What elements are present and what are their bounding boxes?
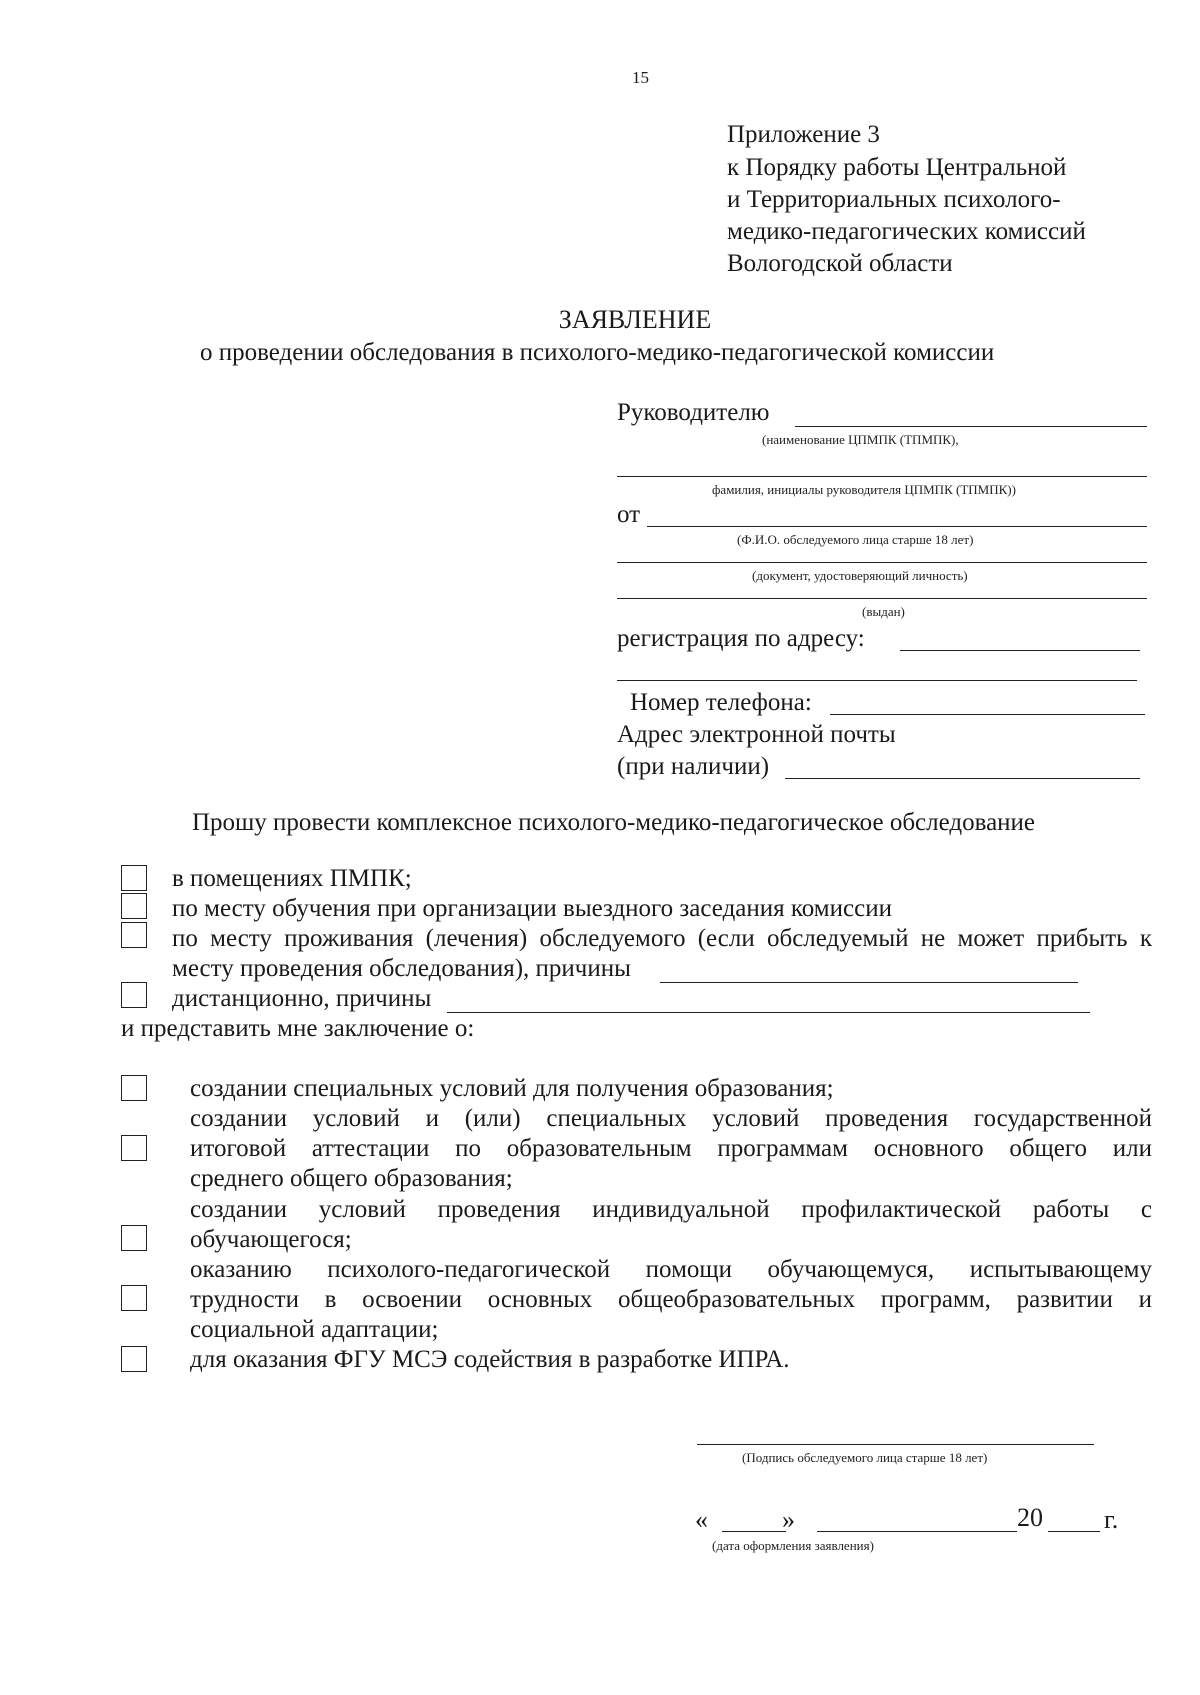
conclusion-option-label: создании условий проведения индивидуальной профилактической работы с bbox=[190, 1196, 1152, 1223]
to-field-line[interactable] bbox=[795, 426, 1147, 427]
location-option-label: дистанционно, причины bbox=[172, 985, 432, 1012]
conclusion-option-label: создании условий и (или) специальных условий проведения государственной bbox=[190, 1105, 1152, 1132]
signature-hint: (Подпись обследуемого лица старше 18 лет) bbox=[742, 1450, 988, 1465]
signature-field-line[interactable] bbox=[697, 1444, 1094, 1445]
conclusion-option-label: трудности в освоении основных общеобразовательных программ, развитии и bbox=[190, 1286, 1152, 1313]
to-hint: (наименование ЦПМПК (ТПМПК), bbox=[762, 432, 959, 447]
issued-field-line[interactable] bbox=[617, 598, 1147, 599]
doc-hint: (документ, удостоверяющий личность) bbox=[752, 568, 968, 583]
location-option-label: по месту обучения при организации выездного заседания комиссии bbox=[172, 895, 892, 922]
head-name-field-line[interactable] bbox=[617, 476, 1147, 477]
email-field-line[interactable] bbox=[785, 778, 1140, 779]
conclusion-option-label: для оказания ФГУ МСЭ содействия в разработке ИПРА. bbox=[190, 1346, 790, 1373]
registration-field-line-2[interactable] bbox=[617, 680, 1137, 681]
appendix-line: и Территориальных психолого- bbox=[727, 186, 1061, 213]
checkbox-conclusion-psych-help[interactable] bbox=[121, 1285, 147, 1311]
date-year-prefix: 20 bbox=[1017, 1503, 1043, 1532]
checkbox-conclusion-ipra[interactable] bbox=[121, 1346, 147, 1372]
conclusion-option-label: оказанию психолого-педагогической помощи обучающемуся, испытывающему bbox=[190, 1256, 1152, 1283]
date-year-field-line[interactable] bbox=[1048, 1531, 1100, 1532]
residence-reasons-field-line[interactable] bbox=[660, 982, 1078, 983]
checkbox-location-pmpk[interactable] bbox=[121, 865, 147, 891]
location-option-label: по месту проживания (лечения) обследуемого (если обследуемый не может прибыть к bbox=[172, 925, 1152, 952]
appendix-line: к Порядку работы Центральной bbox=[727, 154, 1067, 181]
conclusion-option-label: социальной адаптации; bbox=[190, 1316, 439, 1343]
conclusion-option-label: среднего общего образования; bbox=[190, 1165, 513, 1192]
id-document-field-line[interactable] bbox=[617, 562, 1147, 563]
date-month-field-line[interactable] bbox=[817, 1531, 1017, 1532]
email-label: Адрес электронной почты bbox=[617, 721, 896, 748]
phone-field-line[interactable] bbox=[830, 714, 1145, 715]
date-hint: (дата оформления заявления) bbox=[712, 1538, 874, 1553]
from-field-line[interactable] bbox=[647, 526, 1147, 527]
remote-reasons-field-line[interactable] bbox=[447, 1012, 1090, 1013]
email-label-note: (при наличии) bbox=[617, 753, 770, 780]
location-option-label: в помещениях ПМПК; bbox=[172, 865, 412, 892]
checkbox-location-residence[interactable] bbox=[121, 922, 147, 948]
location-option-label: месту проведения обследования), причины bbox=[172, 955, 631, 982]
head-hint: фамилия, инициалы руководителя ЦПМПК (ТПМПК)) bbox=[712, 482, 1016, 497]
date-quote-open: « bbox=[695, 1505, 708, 1534]
date-year-suffix: г. bbox=[1104, 1505, 1119, 1534]
conclusion-option-label: обучающегося; bbox=[190, 1226, 352, 1253]
registration-label: регистрация по адресу: bbox=[617, 625, 865, 652]
from-label: от bbox=[617, 501, 641, 528]
to-label: Руководителю bbox=[617, 399, 770, 426]
conclusion-option-label: создании специальных условий для получения образования; bbox=[190, 1075, 834, 1102]
document-title: ЗАЯВЛЕНИЕ bbox=[558, 305, 712, 334]
checkbox-location-study[interactable] bbox=[121, 893, 147, 919]
appendix-line: медико-педагогических комиссий bbox=[727, 218, 1086, 245]
checkbox-conclusion-prevention[interactable] bbox=[121, 1225, 147, 1251]
appendix-line: Приложение 3 bbox=[727, 121, 880, 148]
page-number: 15 bbox=[632, 68, 649, 87]
date-quote-close: » bbox=[782, 1505, 795, 1534]
date-day-field-line[interactable] bbox=[722, 1531, 786, 1532]
checkbox-location-remote[interactable] bbox=[121, 982, 147, 1008]
from-hint: (Ф.И.О. обследуемого лица старше 18 лет) bbox=[737, 532, 974, 547]
issued-hint: (выдан) bbox=[862, 604, 905, 619]
phone-label: Номер телефона: bbox=[630, 689, 812, 716]
checkbox-conclusion-gia[interactable] bbox=[121, 1135, 147, 1161]
document-subtitle: о проведении обследования в психолого-медико-педагогической комиссии bbox=[200, 339, 995, 366]
conclusion-intro: и представить мне заключение о: bbox=[121, 1015, 475, 1042]
checkbox-conclusion-special-conditions[interactable] bbox=[121, 1075, 147, 1101]
request-text: Прошу провести комплексное психолого-медико-педагогическое обследование bbox=[192, 809, 1036, 836]
registration-field-line[interactable] bbox=[900, 650, 1140, 651]
appendix-line: Вологодской области bbox=[727, 250, 953, 277]
conclusion-option-label: итоговой аттестации по образовательным программам основного общего или bbox=[190, 1135, 1152, 1162]
